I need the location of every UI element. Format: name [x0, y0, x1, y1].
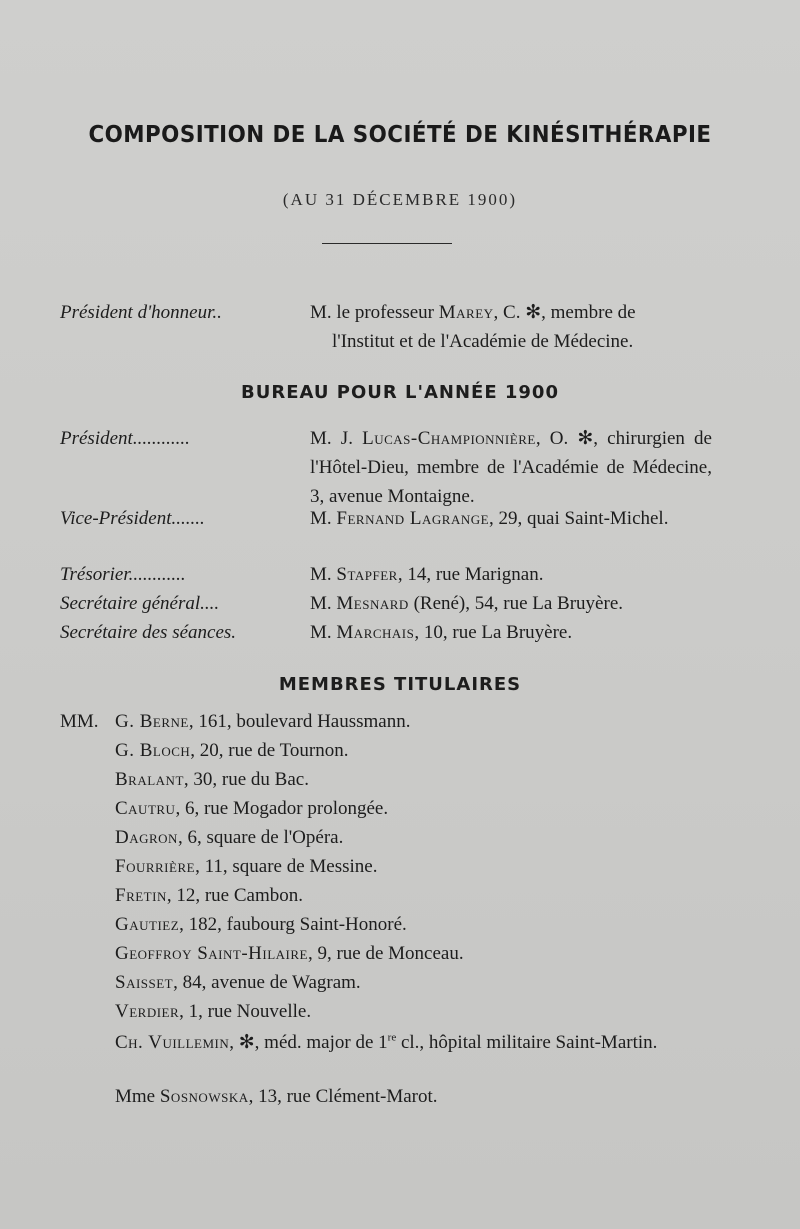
member-item [115, 707, 710, 736]
member-name: Cautru [115, 798, 176, 819]
title-divider [322, 243, 452, 244]
entry-name: Marchais [336, 622, 415, 643]
entry-prefix: M. J. [310, 428, 363, 449]
member-name: Ch. Vuillemin [115, 1032, 230, 1053]
honorary-prefix: M. le professeur [310, 302, 439, 323]
entry-name: Fernand Lagrange [336, 508, 490, 529]
bureau-entry-2 [310, 560, 712, 589]
member-name: Saisset [115, 972, 174, 993]
entry-rest: (René), 54, rue La Bruyère. [408, 593, 623, 614]
member-address: , 11, square de Messine. [195, 856, 378, 877]
bureau-entry-1 [310, 504, 712, 533]
entry-prefix: M. [310, 593, 337, 614]
entry-prefix: M. [310, 564, 337, 585]
member-item [115, 823, 710, 852]
member-prefix: Mme [115, 1086, 160, 1107]
member-address: , 6, square de l'Opéra. [177, 827, 344, 848]
member-item [115, 736, 710, 765]
member-address: , 182, faubourg Saint-Honoré. [179, 914, 407, 935]
honorary-line2: l'Institut et de l'Académie de Médecine. [332, 331, 634, 352]
bureau-entry-0 [310, 424, 712, 511]
member-item [115, 881, 710, 910]
member-item [115, 852, 710, 881]
entry-rest: , 14, rue Marignan. [397, 564, 544, 585]
bureau-label-0: Président............ [60, 428, 190, 449]
bureau-heading: BUREAU POUR L'ANNÉE 1900 [241, 382, 559, 403]
bureau-entry-4 [310, 618, 712, 647]
bureau-label-3: Secrétaire général.... [60, 593, 220, 614]
honorary-name: Marey [438, 302, 494, 323]
member-name: Bralant [115, 769, 184, 790]
member-name: Verdier [115, 1001, 180, 1022]
member-address: cl., hôpital militaire Saint-Martin. [396, 1032, 658, 1053]
entry-prefix: M. [310, 508, 337, 529]
honorary-label: Président d'honneur.. [60, 302, 222, 323]
member-item [115, 765, 710, 794]
member-address: , 20, rue de Tournon. [190, 740, 349, 761]
honorary-rest: , C. ✻, membre de [493, 302, 636, 323]
member-name: Gautiez [115, 914, 180, 935]
entry-rest: , 29, quai Saint-Michel. [489, 508, 669, 529]
member-item-vuillemin [115, 1028, 710, 1057]
entry-name: Lucas-Championnière [362, 428, 536, 449]
member-name: Geoffroy Saint-Hilaire [115, 943, 308, 964]
entry-name: Mesnard [336, 593, 409, 614]
member-item [115, 997, 710, 1026]
member-address: , 9, rue de Monceau. [307, 943, 464, 964]
page-title: COMPOSITION DE LA SOCIÉTÉ DE KINÉSITHÉRAPIE [88, 122, 712, 148]
member-name: Dagron [115, 827, 178, 848]
entry-prefix: M. [310, 622, 337, 643]
member-address: , 12, rue Cambon. [166, 885, 303, 906]
member-address: , 84, avenue de Wagram. [173, 972, 361, 993]
bureau-label-1: Vice-Président....... [60, 508, 205, 529]
member-item [115, 910, 710, 939]
member-item-last [115, 1082, 710, 1111]
member-address: , 1, rue Nouvelle. [179, 1001, 312, 1022]
member-item [115, 794, 710, 823]
entry-rest: , 10, rue La Bruyère. [414, 622, 573, 643]
member-name: G. Bloch [115, 740, 191, 761]
superscript: re [387, 1031, 397, 1044]
member-name: Fourrière [115, 856, 196, 877]
member-address: , 161, boulevard Haussmann. [188, 711, 411, 732]
member-address: , 30, rue du Bac. [183, 769, 309, 790]
members-heading: MEMBRES TITULAIRES [278, 674, 522, 695]
member-address: , ✻, méd. major de 1 [229, 1032, 388, 1053]
member-name: Fretin [115, 885, 167, 906]
member-name: G. Berne [115, 711, 189, 732]
bureau-label-2: Trésorier............ [60, 564, 186, 585]
honorary-entry [310, 298, 712, 356]
page-subtitle: (AU 31 DÉCEMBRE 1900) [282, 190, 518, 209]
entry-rest: , O. ✻, chirurgien de l'Hôtel-Dieu, membre de l'Académie de Médecine, 3, avenue Montaigne. [310, 428, 712, 507]
member-address: , 13, rue Clément-Marot. [248, 1086, 438, 1107]
bureau-entry-3 [310, 589, 712, 618]
member-item [115, 968, 710, 997]
member-item [115, 939, 710, 968]
bureau-label-4: Secrétaire des séances. [60, 622, 237, 643]
entry-name: Stapfer [336, 564, 398, 585]
member-address: , 6, rue Mogador prolongée. [175, 798, 389, 819]
mm-label: MM. [60, 711, 99, 732]
member-name: Sosnowska [159, 1086, 249, 1107]
